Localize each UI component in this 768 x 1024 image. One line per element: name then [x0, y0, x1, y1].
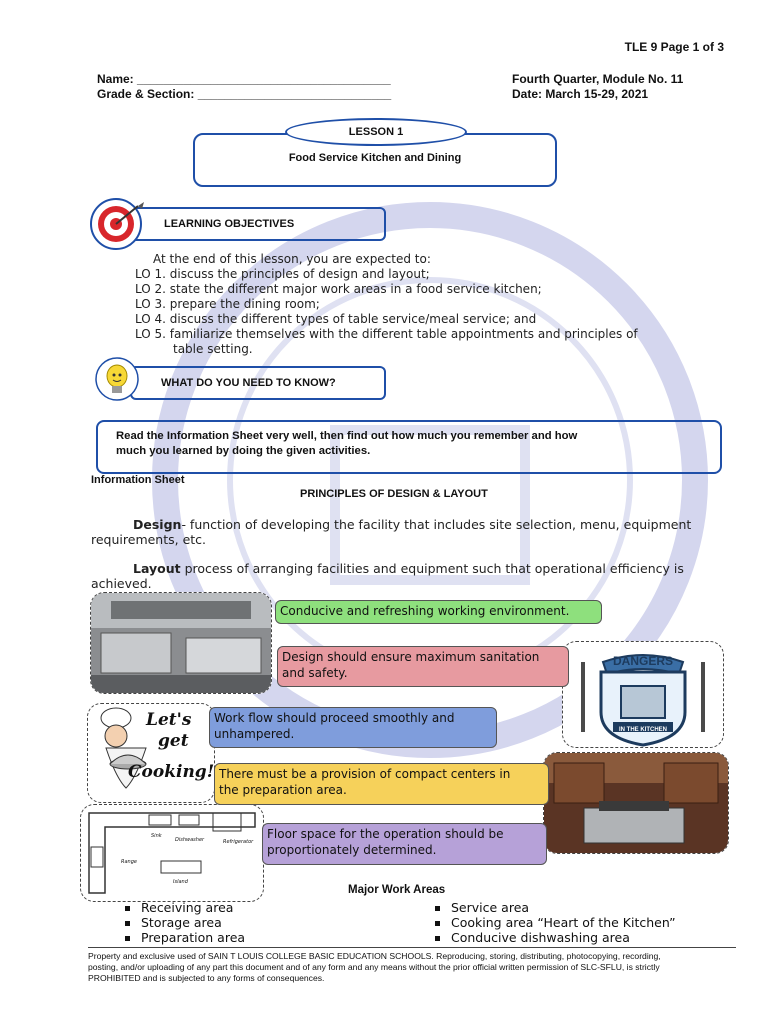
callout-text: Floor space for the operation should be: [267, 827, 504, 841]
objective-item: table setting.: [173, 342, 253, 356]
callout-sanitation: [277, 646, 569, 687]
cooking-text-line: Cooking!: [128, 762, 215, 782]
dangers-in-kitchen-image: [562, 641, 724, 748]
design-text: - function of developing the facility that includes site selection, menu, equipment: [181, 517, 692, 532]
work-area-item: [435, 930, 630, 945]
floor-label: Range: [121, 859, 137, 865]
callout-text: the preparation area.: [219, 783, 347, 797]
lesson-number: LESSON 1: [348, 126, 404, 138]
callout-environment: [275, 600, 602, 624]
work-area-item: [125, 915, 222, 930]
callout-compact-centers: [214, 763, 549, 805]
date-range: Date: March 15-29, 2021: [512, 87, 649, 101]
callout-text: Work flow should proceed smoothly and: [214, 711, 455, 725]
floor-label: Sink: [151, 833, 162, 839]
work-area-label: Service area: [451, 900, 530, 915]
objective-item: LO 2. state the different major work areas in a food service kitchen;: [135, 282, 542, 296]
lesson-title: Food Service Kitchen and Dining: [288, 152, 462, 164]
work-area-item: [435, 900, 529, 915]
layout-definition-cont: achieved.: [91, 576, 152, 591]
floor-label: Refrigerator: [223, 839, 254, 845]
objectives-heading: LEARNING OBJECTIVES: [164, 218, 295, 230]
principles-heading: PRINCIPLES OF DESIGN & LAYOUT: [300, 488, 488, 500]
restaurant-kitchen-photo: [543, 752, 729, 854]
quarter-module: Fourth Quarter, Module No. 11: [512, 72, 684, 86]
footer-rule: [88, 947, 736, 948]
layout-term: Layout: [133, 561, 181, 576]
kitchen-floor-plan: [80, 804, 264, 902]
callout-floor-space: [262, 823, 547, 865]
cooking-text-line: Let's: [146, 710, 192, 730]
know-heading: WHAT DO YOU NEED TO KNOW?: [161, 377, 336, 389]
callout-text: Conducive and refreshing working environment.: [280, 604, 570, 618]
design-definition: [91, 517, 731, 532]
footer-disclaimer: [88, 951, 748, 984]
floor-label: Island: [173, 879, 188, 885]
callout-text: Design should ensure maximum sanitation: [282, 650, 540, 664]
callout-workflow: [209, 707, 497, 748]
footer-line: Property and exclusive used of SAIN T LOUIS COLLEGE BASIC EDUCATION SCHOOLS. Reproducing, storing, distributing, photocopying, recording,: [88, 951, 661, 961]
objectives-intro: At the end of this lesson, you are expected to:: [153, 252, 431, 266]
objective-item: LO 3. prepare the dining room;: [135, 297, 320, 311]
callout-text: unhampered.: [214, 727, 295, 741]
work-area-item: [125, 930, 245, 945]
work-area-item: [435, 915, 676, 930]
callout-text: and safety.: [282, 666, 348, 680]
target-icon: [86, 196, 148, 252]
lesson-pill: [285, 118, 467, 146]
instruction-line: much you learned by doing the given activities.: [116, 445, 371, 457]
cooking-text-line: get: [158, 731, 189, 751]
work-area-label: Storage area: [141, 915, 222, 930]
objective-item: LO 4. discuss the different types of table service/meal service; and: [135, 312, 537, 326]
work-area-label: Cooking area “Heart of the Kitchen”: [451, 915, 676, 930]
work-area-label: Receiving area: [141, 900, 234, 915]
information-sheet-label: Information Sheet: [91, 474, 185, 486]
page-number: TLE 9 Page 1 of 3: [624, 40, 724, 54]
objective-item: LO 5. familiarize themselves with the different table appointments and principles of: [135, 327, 638, 341]
layout-text: process of arranging facilities and equipment such that operational efficiency is: [180, 561, 684, 576]
instruction-line: Read the Information Sheet very well, then find out how much you remember and how: [116, 430, 578, 442]
lightbulb-icon: [92, 356, 142, 402]
layout-definition: [91, 561, 731, 576]
name-field: Name: ______________________________________: [97, 72, 391, 86]
objective-item: LO 1. discuss the principles of design and layout;: [135, 267, 430, 281]
callout-text: There must be a provision of compact centers in: [219, 767, 511, 781]
work-areas-heading: Major Work Areas: [348, 884, 446, 896]
footer-line: posting, and/or uploading of any part this document and of any form and any means without the prior official written permission of SLC-SFLU, is strictly: [88, 962, 660, 972]
work-area-label: Preparation area: [141, 930, 246, 945]
work-area-label: Conducive dishwashing area: [451, 930, 630, 945]
design-definition-cont: requirements, etc.: [91, 532, 207, 547]
design-term: Design: [133, 517, 182, 532]
floor-label: Dishwasher: [175, 837, 205, 843]
grade-section-field: Grade & Section: _____________________________: [97, 87, 392, 101]
kitchen-photo: [90, 592, 272, 694]
callout-text: proportionately determined.: [267, 843, 437, 857]
work-area-item: [125, 900, 233, 915]
dangers-title: DANGERS: [612, 654, 673, 668]
lets-get-cooking-image: [87, 703, 215, 803]
dangers-subtitle: IN THE KITCHEN: [619, 727, 667, 733]
footer-line: PROHIBITED and is subjected to any forms of consequences.: [88, 973, 325, 983]
